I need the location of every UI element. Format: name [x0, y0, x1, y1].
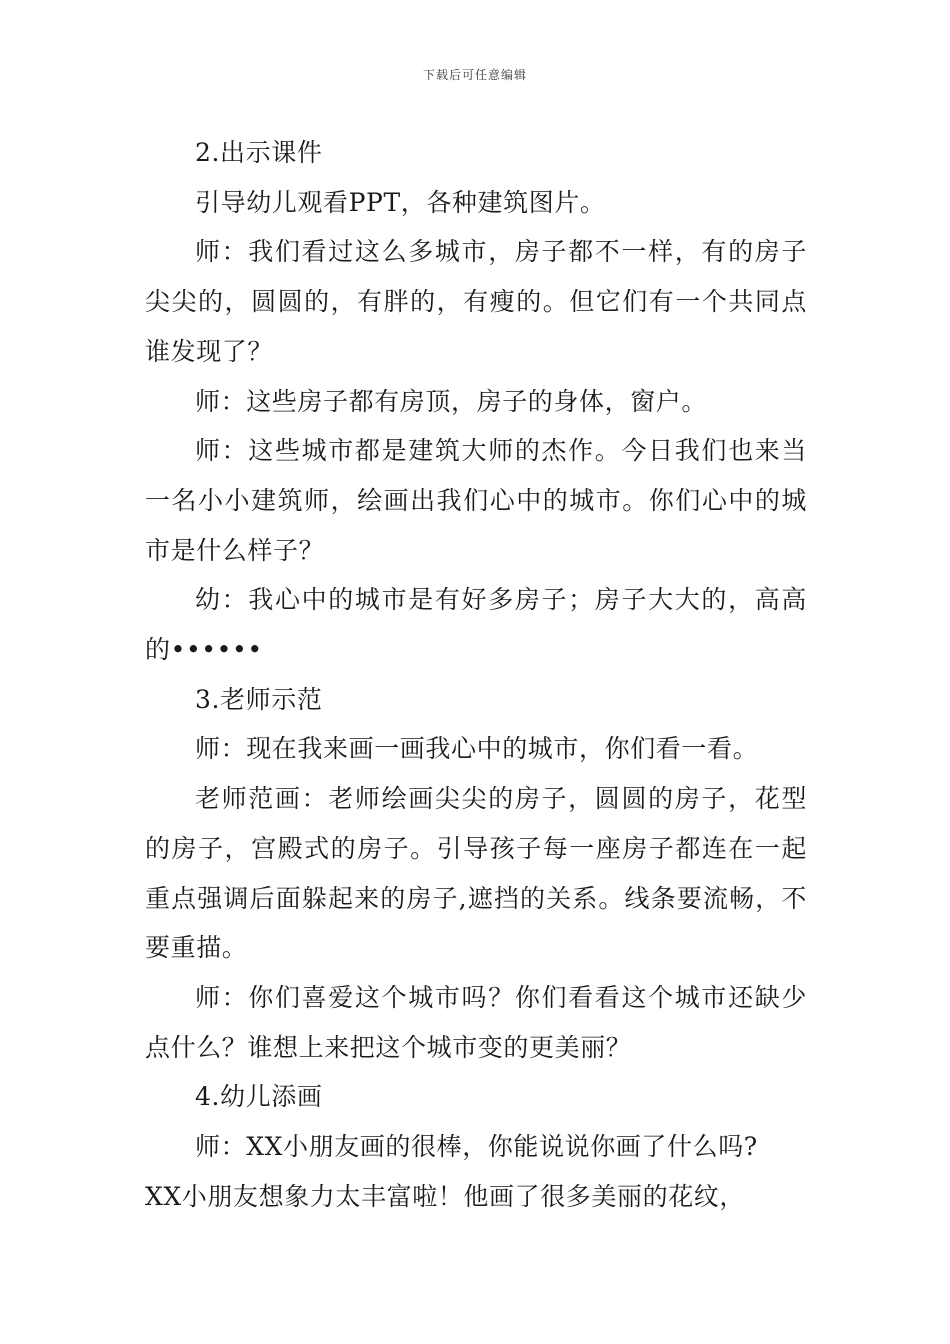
paragraph-teacher-ask-like: 师：你们喜爱这个城市吗？你们看看这个城市还缺少点什么？谁想上来把这个城市变的更美丽？: [145, 982, 807, 1062]
paragraph-teacher-demo: 师：现在我来画一画我心中的城市，你们看一看。: [195, 734, 759, 764]
paragraph-child-answer: 幼：我心中的城市是有好多房子；房子大大的，高高的••••••: [145, 585, 807, 665]
paragraph-teacher-drawing: 老师范画：老师绘画尖尖的房子，圆圆的房子，花型的房子，宫殿式的房子。引导孩子每一座房子都连在一起重点强调后面躲起来的房子,遮挡的关系。线条要流畅，不要重描。: [145, 784, 807, 963]
paragraph-teacher-question: 师：我们看过这么多城市，房子都不一样，有的房子尖尖的，圆圆的，有胖的，有瘦的。但它们有一个共同点谁发现了？: [145, 237, 807, 366]
paragraph-section-2-heading: 2.出示课件: [195, 138, 323, 167]
page-header-note: 下载后可任意编辑: [422, 68, 527, 82]
paragraph-teacher-architect: 师：这些城市都是建筑大师的杰作。今日我们也来当一名小小建筑师，绘画出我们心中的城市。你们心中的城市是什么样子？: [145, 436, 807, 565]
paragraph-section-4-heading: 4.幼儿添画: [195, 1082, 323, 1112]
paragraph-guide-ppt: 引导幼儿观看PPT，各种建筑图片。: [195, 187, 606, 217]
document-body: [145, 128, 807, 1221]
paragraph-teacher-roof: 师：这些房子都有房顶，房子的身体，窗户。: [195, 386, 708, 416]
paragraph-child-imagination: XX小朋友想象力太丰富啦！他画了很多美丽的花纹，: [145, 1181, 745, 1211]
paragraph-teacher-praise: 师：XX小朋友画的很棒，你能说说你画了什么吗?: [195, 1132, 758, 1162]
paragraph-section-3-heading: 3.老师示范: [195, 684, 323, 714]
